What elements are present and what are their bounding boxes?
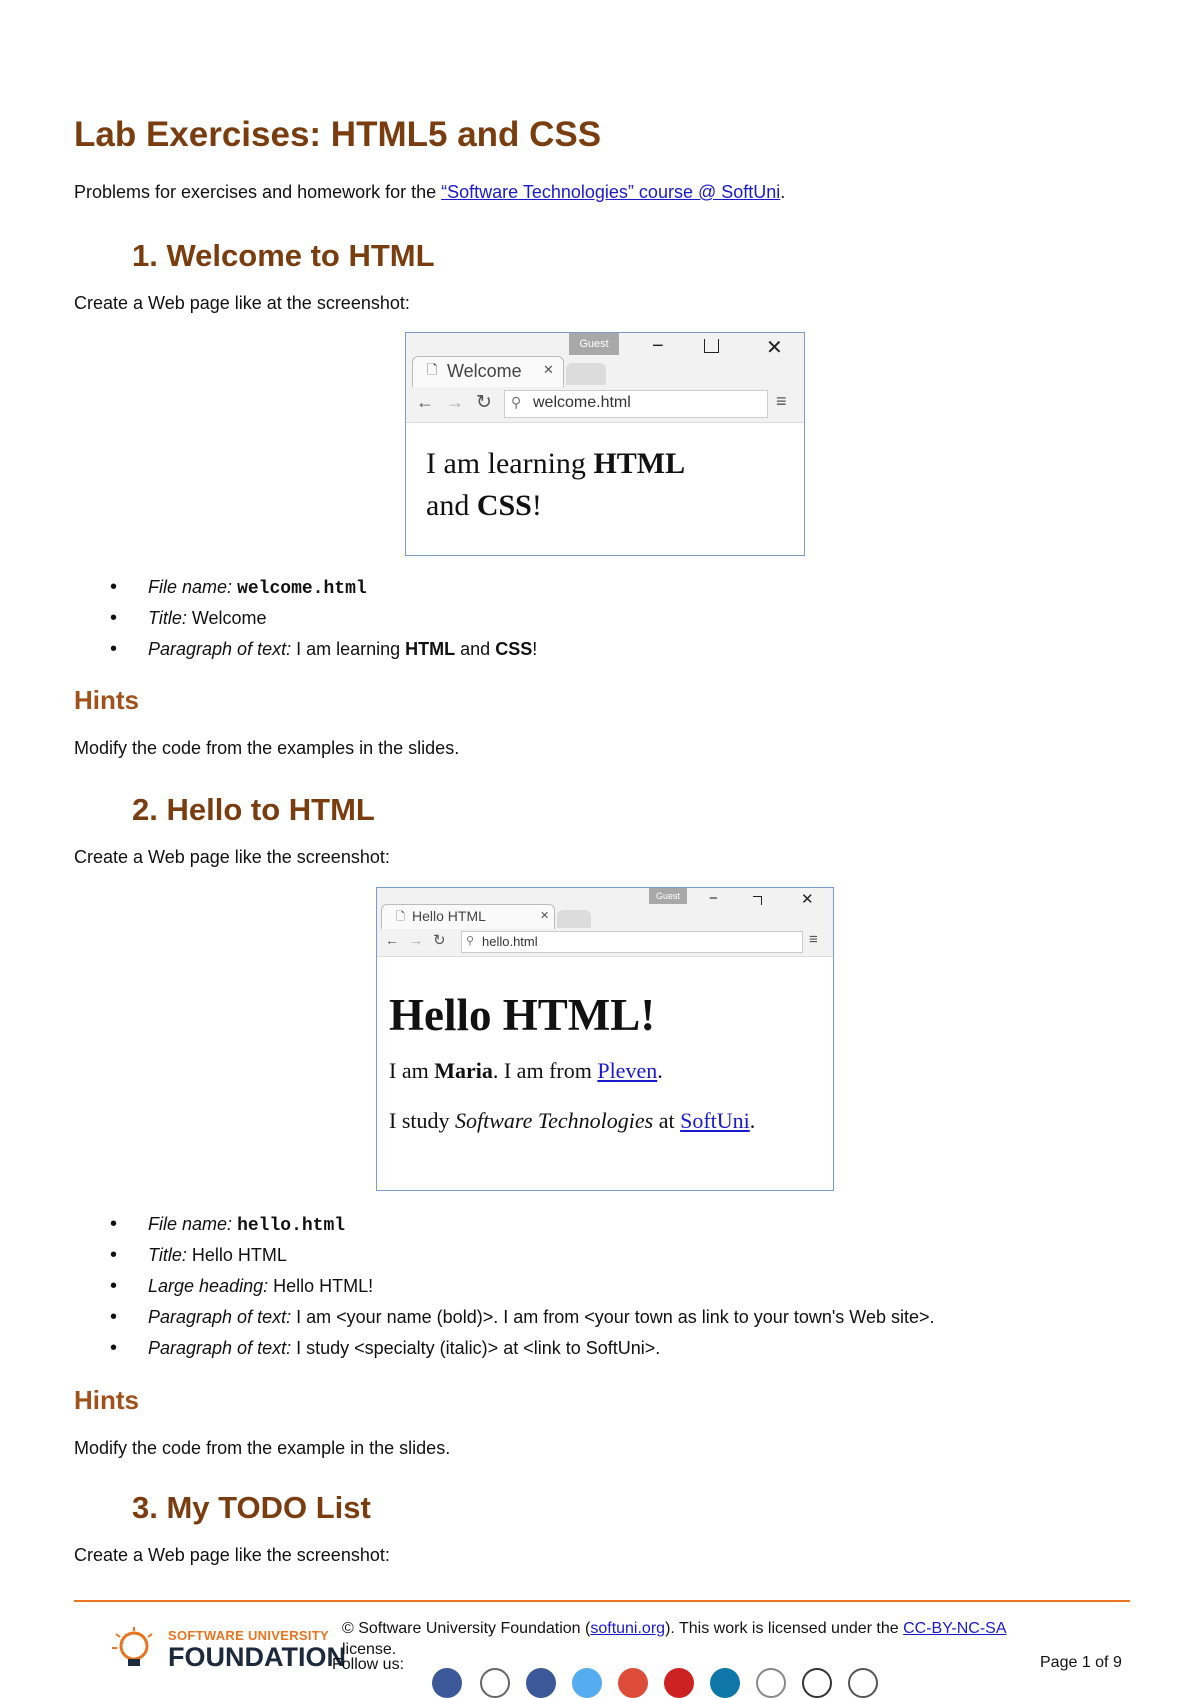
bullet-bold: HTML xyxy=(405,639,456,659)
bullet-value: I am learning xyxy=(296,639,406,659)
bullet-value: hello.html xyxy=(237,1216,346,1236)
minimize-icon: − xyxy=(709,890,718,907)
url-text: hello.html xyxy=(482,934,538,949)
content-line-2 xyxy=(426,485,685,527)
maximize-icon xyxy=(753,896,762,905)
content-paragraph-2 xyxy=(389,1108,819,1134)
bullet-label: Title: xyxy=(148,1245,187,1265)
content-text: . xyxy=(657,1058,663,1083)
intro-end: . xyxy=(780,182,786,202)
search-icon: ⚲ xyxy=(511,394,522,410)
bullet-label: Large heading: xyxy=(148,1276,269,1296)
back-icon: ← xyxy=(385,932,399,948)
content-text: . xyxy=(749,1108,756,1133)
content-text: I am xyxy=(389,1058,435,1083)
twitter-icon[interactable] xyxy=(572,1668,602,1698)
hello-browser-screenshot xyxy=(376,887,834,1191)
lightbulb-icon xyxy=(112,1626,156,1670)
list-item xyxy=(110,603,537,634)
section-1-hints-text: Modify the code from the examples in the slides. xyxy=(74,738,460,758)
footer-divider xyxy=(74,1600,1130,1602)
copyright-text xyxy=(342,1620,1007,1638)
section-2-instruction: Create a Web page like the screenshot: xyxy=(74,847,390,867)
section-1-heading: 1. Welcome to HTML xyxy=(132,238,435,273)
google-plus-icon[interactable] xyxy=(618,1668,648,1698)
minimize-icon: − xyxy=(652,335,664,357)
list-item xyxy=(110,1209,935,1240)
tab-title: Hello HTML xyxy=(412,908,486,924)
back-icon: ← xyxy=(416,392,434,412)
bullet-value: and xyxy=(455,639,496,659)
menu-icon: ≡ xyxy=(776,391,787,411)
list-item xyxy=(110,572,537,603)
bullet-bold: CSS xyxy=(495,639,533,659)
content-bold-css: CSS xyxy=(476,489,532,522)
tab-close-icon: ✕ xyxy=(540,910,550,922)
content-paragraph-1 xyxy=(389,1058,819,1084)
softuni-link: SoftUni xyxy=(680,1108,750,1133)
bullet-label: Paragraph of text: xyxy=(148,639,292,659)
new-tab-button xyxy=(566,363,606,385)
logo-line-2: FOUNDATION xyxy=(168,1642,346,1672)
bullet-label: Title: xyxy=(148,608,187,628)
address-bar xyxy=(504,390,768,418)
address-bar xyxy=(461,931,803,953)
content-bold-name: Maria xyxy=(434,1058,493,1083)
bullet-label: File name: xyxy=(148,1214,233,1234)
browser-chrome xyxy=(406,333,804,423)
content-text: . I am from xyxy=(492,1058,598,1083)
content-text: I am learning xyxy=(426,447,594,480)
content-heading: Hello HTML! xyxy=(389,990,656,1040)
browser-page-content xyxy=(389,988,819,1134)
copyright-middle: ). This work is licensed under the xyxy=(665,1620,904,1637)
softuni-org-link[interactable]: softuni.org xyxy=(590,1620,666,1637)
browser-tab xyxy=(412,356,564,387)
list-item xyxy=(110,634,537,665)
page-icon: 🗋 xyxy=(427,362,438,377)
maximize-icon xyxy=(704,339,719,353)
tab-title: Welcome xyxy=(447,361,522,381)
content-italic-specialty: Software Technologies xyxy=(455,1108,654,1133)
slideshare-icon[interactable] xyxy=(756,1668,786,1698)
content-line-1 xyxy=(426,443,685,485)
bullet-value: I study <specialty (italic)> at <link to SoftUni>. xyxy=(296,1338,661,1358)
content-text: at xyxy=(653,1108,681,1133)
close-window-icon: ✕ xyxy=(801,891,814,908)
bullet-value: welcome.html xyxy=(237,579,367,599)
facebook-icon[interactable] xyxy=(432,1668,462,1698)
logo-line-1: SOFTWARE UNIVERSITY xyxy=(168,1628,329,1643)
url-text: welcome.html xyxy=(533,394,631,411)
nav-row xyxy=(377,928,833,956)
bullet-value: Welcome xyxy=(191,608,267,628)
section-2-bullets xyxy=(110,1209,935,1364)
new-tab-button xyxy=(557,910,591,928)
bullet-value: Hello HTML! xyxy=(273,1276,374,1296)
section-2-hints-text: Modify the code from the example in the slides. xyxy=(74,1438,451,1458)
license-word: license. xyxy=(342,1641,397,1658)
tab-close-icon: ✕ xyxy=(543,362,554,377)
linkedin-icon[interactable] xyxy=(710,1668,740,1698)
bullet-value: Hello HTML xyxy=(191,1245,287,1265)
list-item xyxy=(110,1271,935,1302)
close-window-icon: ✕ xyxy=(766,337,783,359)
youtube-icon[interactable] xyxy=(664,1668,694,1698)
reload-icon: ↻ xyxy=(433,932,446,949)
github-icon[interactable] xyxy=(802,1668,832,1698)
facebook-group-icon[interactable] xyxy=(526,1668,556,1698)
town-link: Pleven xyxy=(597,1058,658,1083)
course-link[interactable]: “Software Technologies” course @ SoftUni xyxy=(441,182,781,202)
content-text: ! xyxy=(531,489,542,522)
content-text: I study xyxy=(389,1108,455,1133)
page-icon: 🗋 xyxy=(396,911,405,923)
welcome-browser-screenshot xyxy=(405,332,805,556)
section-1-instruction: Create a Web page like at the screenshot: xyxy=(74,293,410,313)
section-2-hints-heading: Hints xyxy=(74,1385,139,1415)
bullet-value: I am <your name (bold)>. I am from <your town as link to your town's Web site>. xyxy=(296,1307,935,1327)
browser-tab xyxy=(381,904,555,929)
list-item xyxy=(110,1240,935,1271)
copyright-prefix: © Software University Foundation ( xyxy=(342,1620,591,1637)
list-item xyxy=(110,1302,935,1333)
intro-text: Problems for exercises and homework for the xyxy=(74,182,442,202)
follow-us-label: Follow us: xyxy=(332,1656,405,1673)
nav-row xyxy=(406,386,804,422)
section-2-heading: 2. Hello to HTML xyxy=(132,792,375,827)
section-3-instruction: Create a Web page like the screenshot: xyxy=(74,1545,390,1565)
reload-icon: ↻ xyxy=(476,392,492,413)
page-number: Page 1 of 9 xyxy=(1040,1654,1122,1671)
browser-page-content xyxy=(426,443,685,527)
forward-icon: → xyxy=(446,392,464,412)
section-1-hints-heading: Hints xyxy=(74,685,139,715)
foundation-logo xyxy=(102,1612,346,1682)
content-bold-html: HTML xyxy=(593,447,686,480)
browser-chrome xyxy=(377,888,833,957)
intro-paragraph xyxy=(74,182,785,203)
content-text: and xyxy=(426,489,477,522)
section-3-heading: 3. My TODO List xyxy=(132,1490,371,1525)
guest-badge: Guest xyxy=(649,888,687,904)
bullet-label: Paragraph of text: xyxy=(148,1338,292,1358)
forward-icon: → xyxy=(409,932,423,948)
meetup-icon[interactable] xyxy=(480,1668,510,1698)
bullet-label: Paragraph of text: xyxy=(148,1307,292,1327)
menu-icon: ≡ xyxy=(809,931,818,948)
bullet-label: File name: xyxy=(148,577,233,597)
search-icon: ⚲ xyxy=(466,935,475,947)
section-1-bullets xyxy=(110,572,537,665)
guest-badge: Guest xyxy=(569,333,619,355)
license-link[interactable]: CC-BY-NC-SA xyxy=(903,1620,1007,1637)
forum-icon[interactable] xyxy=(848,1668,878,1698)
bullet-value: ! xyxy=(532,639,538,659)
list-item xyxy=(110,1333,935,1364)
page-title: Lab Exercises: HTML5 and CSS xyxy=(74,115,602,154)
